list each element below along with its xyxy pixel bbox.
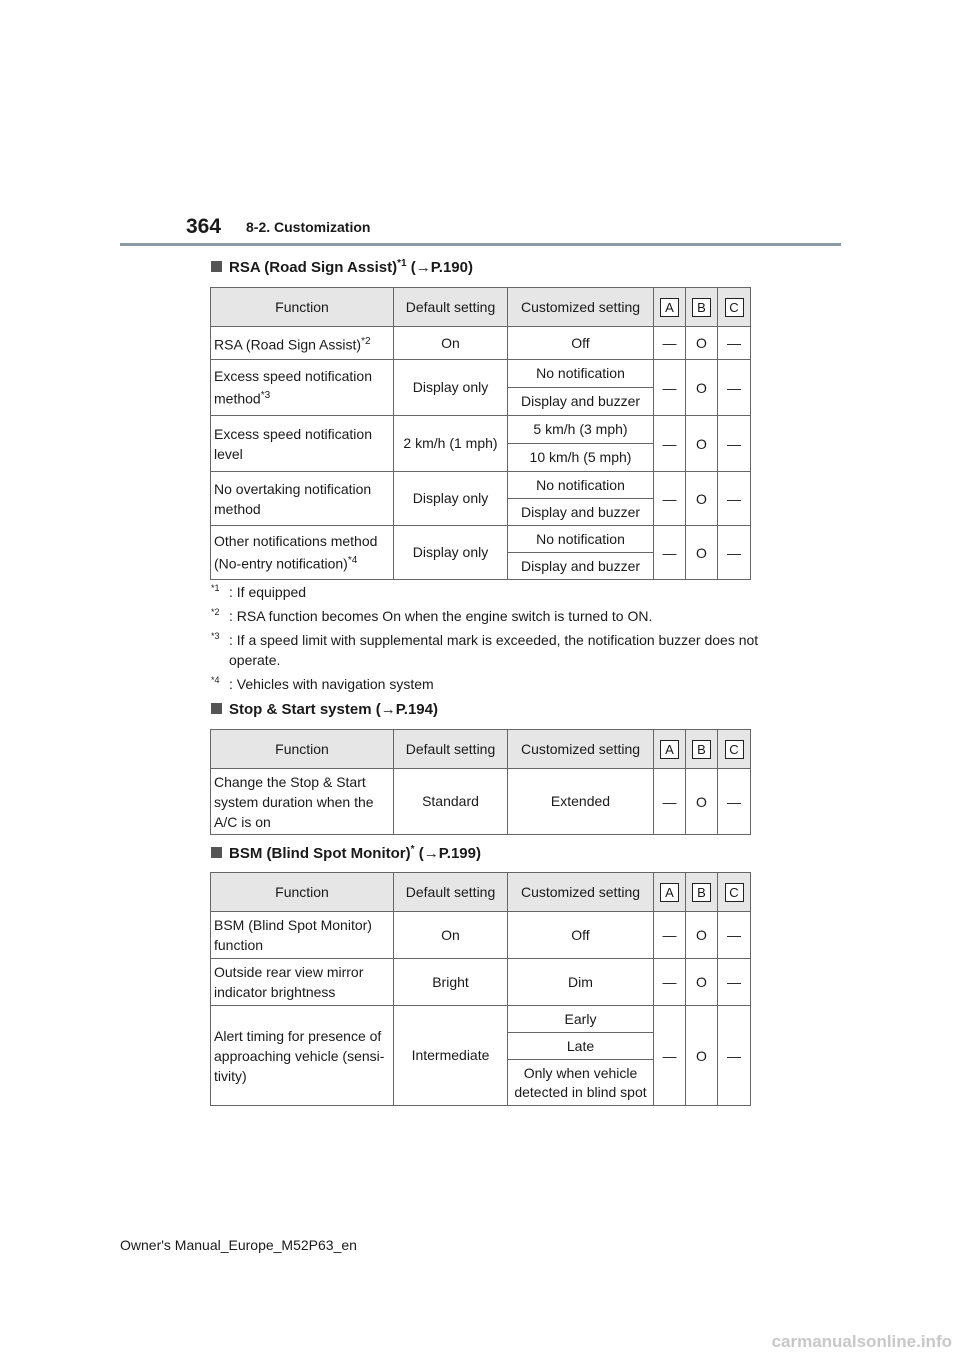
arrow-right-icon: → xyxy=(380,701,396,718)
table-row: Display and buzzer xyxy=(211,499,751,526)
col-header-function: Function xyxy=(211,730,394,769)
bullet-square-icon xyxy=(211,847,222,858)
arrow-right-icon: → xyxy=(415,259,431,276)
mode-c-icon: C xyxy=(725,883,744,902)
col-header-function: Function xyxy=(211,873,394,912)
table-row: Display and buzzer xyxy=(211,388,751,416)
mode-b-icon: B xyxy=(692,298,711,317)
col-header-customized: Customized setting xyxy=(508,730,654,769)
footnote: *1 : If equipped xyxy=(211,583,307,600)
table-row: No overtaking notification method Display only No notification — O — xyxy=(211,472,751,499)
table-row: Change the Stop & Start system duration when the A/C is on Standard Extended — O — xyxy=(211,769,751,835)
stop-start-heading: Stop & Start system (→P.194) xyxy=(211,701,438,718)
table-row: Only when vehicle detected in blind spot xyxy=(211,1060,751,1106)
section-header: 8-2. Customization xyxy=(246,219,371,235)
bsm-table xyxy=(210,872,751,1106)
table-row: Outside rear view mirror indicator brightness Bright Dim — O — xyxy=(211,959,751,1006)
mode-b-icon: B xyxy=(692,883,711,902)
mode-b-icon: B xyxy=(692,740,711,759)
bsm-heading: BSM (Blind Spot Monitor)* (→P.199) xyxy=(211,844,481,862)
col-header-customized: Customized setting xyxy=(508,288,654,327)
col-header-default: Default setting xyxy=(394,288,508,327)
mode-a-icon: A xyxy=(660,740,679,759)
arrow-right-icon: → xyxy=(423,845,439,862)
footnote: *4 : Vehicles with navigation system xyxy=(211,675,434,692)
mode-a-icon: A xyxy=(660,298,679,317)
page-reference: P.199) xyxy=(438,845,481,862)
stop-start-table xyxy=(210,729,751,835)
footnotes xyxy=(211,582,761,698)
footer-text: Owner's Manual_Europe_M52P63_en xyxy=(120,1237,357,1253)
col-header-customized: Customized setting xyxy=(508,873,654,912)
footnote: *2 : RSA function becomes On when the engine switch is turned to ON. xyxy=(211,607,653,624)
mode-c-icon: C xyxy=(725,740,744,759)
table-row: 10 km/h (5 mph) xyxy=(211,444,751,472)
table-row: Other notifications method (No-entry notification)$^{*4}$ Display only No notification — O — xyxy=(211,526,751,553)
bullet-square-icon xyxy=(211,703,222,714)
rsa-table xyxy=(210,287,751,580)
footnote: *3 : If a speed limit with supplemental mark is exceeded, the notification buzzer does not operate. xyxy=(211,631,759,668)
mode-c-icon: C xyxy=(725,298,744,317)
table-row: Alert timing for presence of approaching vehicle (sensi-tivity) Intermediate Early — O — xyxy=(211,1006,751,1033)
rsa-heading: RSA (Road Sign Assist)$^{*1}$ (→P.190) xyxy=(211,258,473,276)
table-row: Excess speed notification method$^{*3}$ Display only No notification — O — xyxy=(211,360,751,388)
col-header-default: Default setting xyxy=(394,730,508,769)
page-number: 364 xyxy=(186,215,222,238)
mode-a-icon: A xyxy=(660,883,679,902)
col-header-function: Function xyxy=(211,288,394,327)
table-row: Display and buzzer xyxy=(211,553,751,580)
header-rule xyxy=(120,243,841,246)
bullet-square-icon xyxy=(211,261,222,272)
col-header-default: Default setting xyxy=(394,873,508,912)
page-reference: P.194) xyxy=(395,701,438,718)
table-row: Late xyxy=(211,1033,751,1060)
table-row: BSM (Blind Spot Monitor) function On Off — O — xyxy=(211,912,751,959)
watermark: carmanualsonline.info xyxy=(771,1332,952,1351)
page-reference: P.190) xyxy=(430,259,473,276)
table-row: RSA (Road Sign Assist)$^{*2}$ On Off — O — xyxy=(211,327,751,360)
table-row: Excess speed notification level 2 km/h (1 mph) 5 km/h (3 mph) — O — xyxy=(211,416,751,444)
